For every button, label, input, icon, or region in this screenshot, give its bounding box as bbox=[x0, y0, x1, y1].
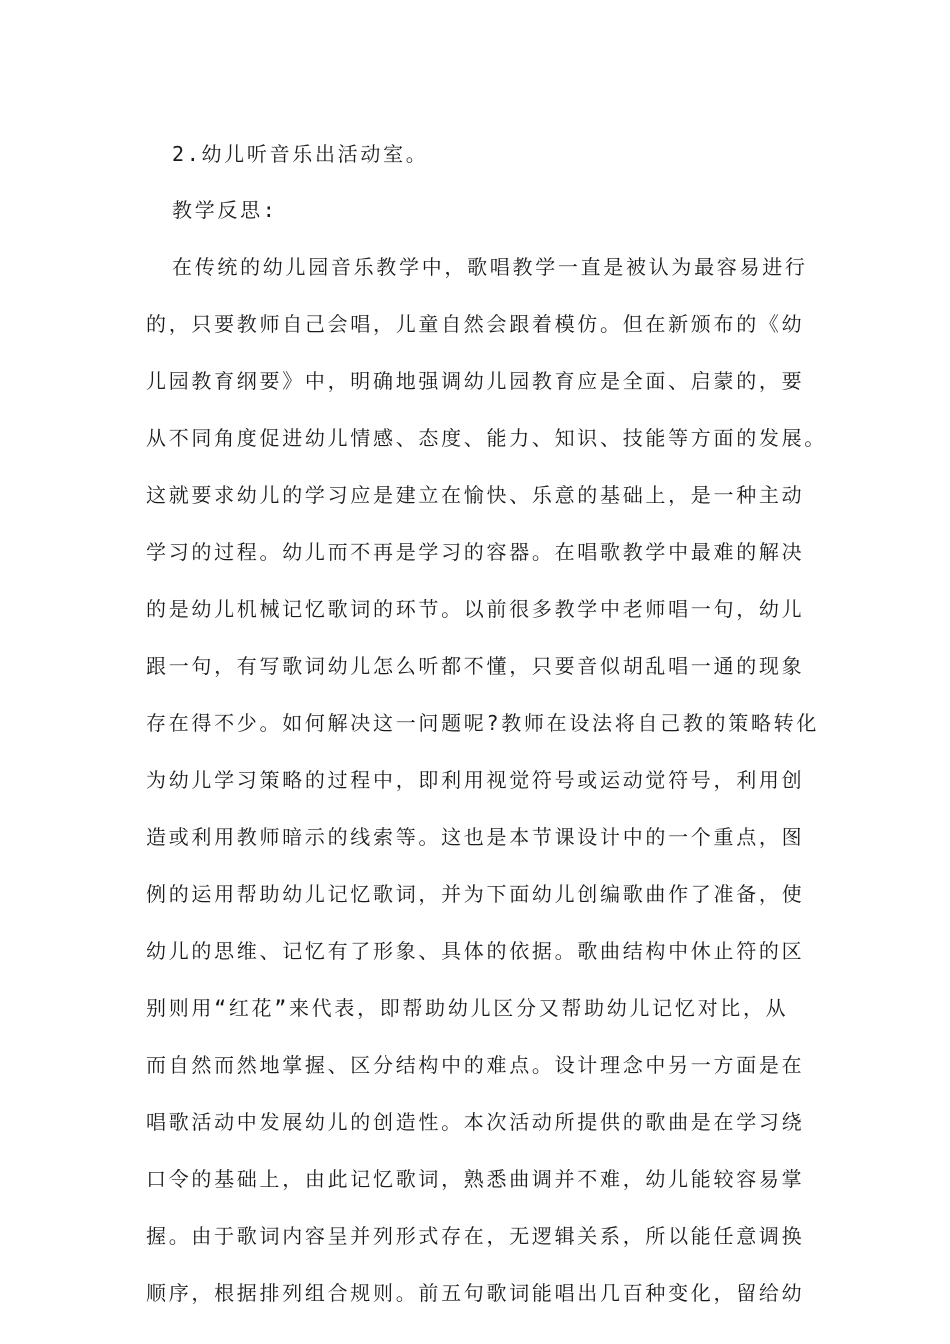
reflection-line: 这就要求幼儿的学习应是建立在愉快、乐意的基础上，是一种主动 bbox=[146, 483, 805, 507]
reflection-line: 学习的过程。幼儿而不再是学习的容器。在唱歌教学中最难的解决 bbox=[146, 540, 805, 564]
reflection-line: 例的运用帮助幼儿记忆歌词，并为下面幼儿创编歌曲作了准备，使 bbox=[146, 882, 805, 906]
reflection-line: 的，只要教师自己会唱，儿童自然会跟着模仿。但在新颁布的《幼 bbox=[146, 312, 805, 336]
reflection-line: 跟一句，有写歌词幼儿怎么听都不懂，只要音似胡乱唱一通的现象 bbox=[146, 654, 805, 678]
reflection-line: 顺序，根据排列组合规则。前五句歌词能唱出几百种变化，留给幼 bbox=[146, 1281, 805, 1305]
reflection-line: 而自然而然地掌握、区分结构中的难点。设计理念中另一方面是在 bbox=[146, 1053, 805, 1077]
reflection-line: 在传统的幼儿园音乐教学中，歌唱教学一直是被认为最容易进行 bbox=[172, 255, 808, 279]
activity-step-2: 2.幼儿听音乐出活动室。 bbox=[172, 142, 429, 166]
reflection-line: 存在得不少。如何解决这一问题呢?教师在设法将自己教的策略转化 bbox=[146, 711, 820, 735]
reflection-line: 为幼儿学习策略的过程中，即利用视觉符号或运动觉符号，利用创 bbox=[146, 768, 805, 792]
reflection-line: 别则用“红花”来代表，即帮助幼儿区分又帮助幼儿记忆对比，从 bbox=[146, 996, 789, 1020]
section-heading: 教学反思: bbox=[172, 198, 278, 222]
reflection-line: 握。由于歌词内容呈并列形式存在，无逻辑关系，所以能任意调换 bbox=[146, 1224, 805, 1248]
reflection-line: 口令的基础上，由此记忆歌词，熟悉曲调并不难，幼儿能较容易掌 bbox=[146, 1167, 805, 1191]
reflection-line: 唱歌活动中发展幼儿的创造性。本次活动所提供的歌曲是在学习绕 bbox=[146, 1110, 805, 1134]
reflection-line: 从不同角度促进幼儿情感、态度、能力、知识、技能等方面的发展。 bbox=[146, 426, 827, 450]
reflection-line: 儿园教育纲要》中，明确地强调幼儿园教育应是全面、启蒙的，要 bbox=[146, 369, 805, 393]
reflection-line: 的是幼儿机械记忆歌词的环节。以前很多教学中老师唱一句，幼儿 bbox=[146, 597, 805, 621]
reflection-line: 幼儿的思维、记忆有了形象、具体的依据。歌曲结构中休止符的区 bbox=[146, 939, 805, 963]
reflection-line: 造或利用教师暗示的线索等。这也是本节课设计中的一个重点，图 bbox=[146, 825, 805, 849]
